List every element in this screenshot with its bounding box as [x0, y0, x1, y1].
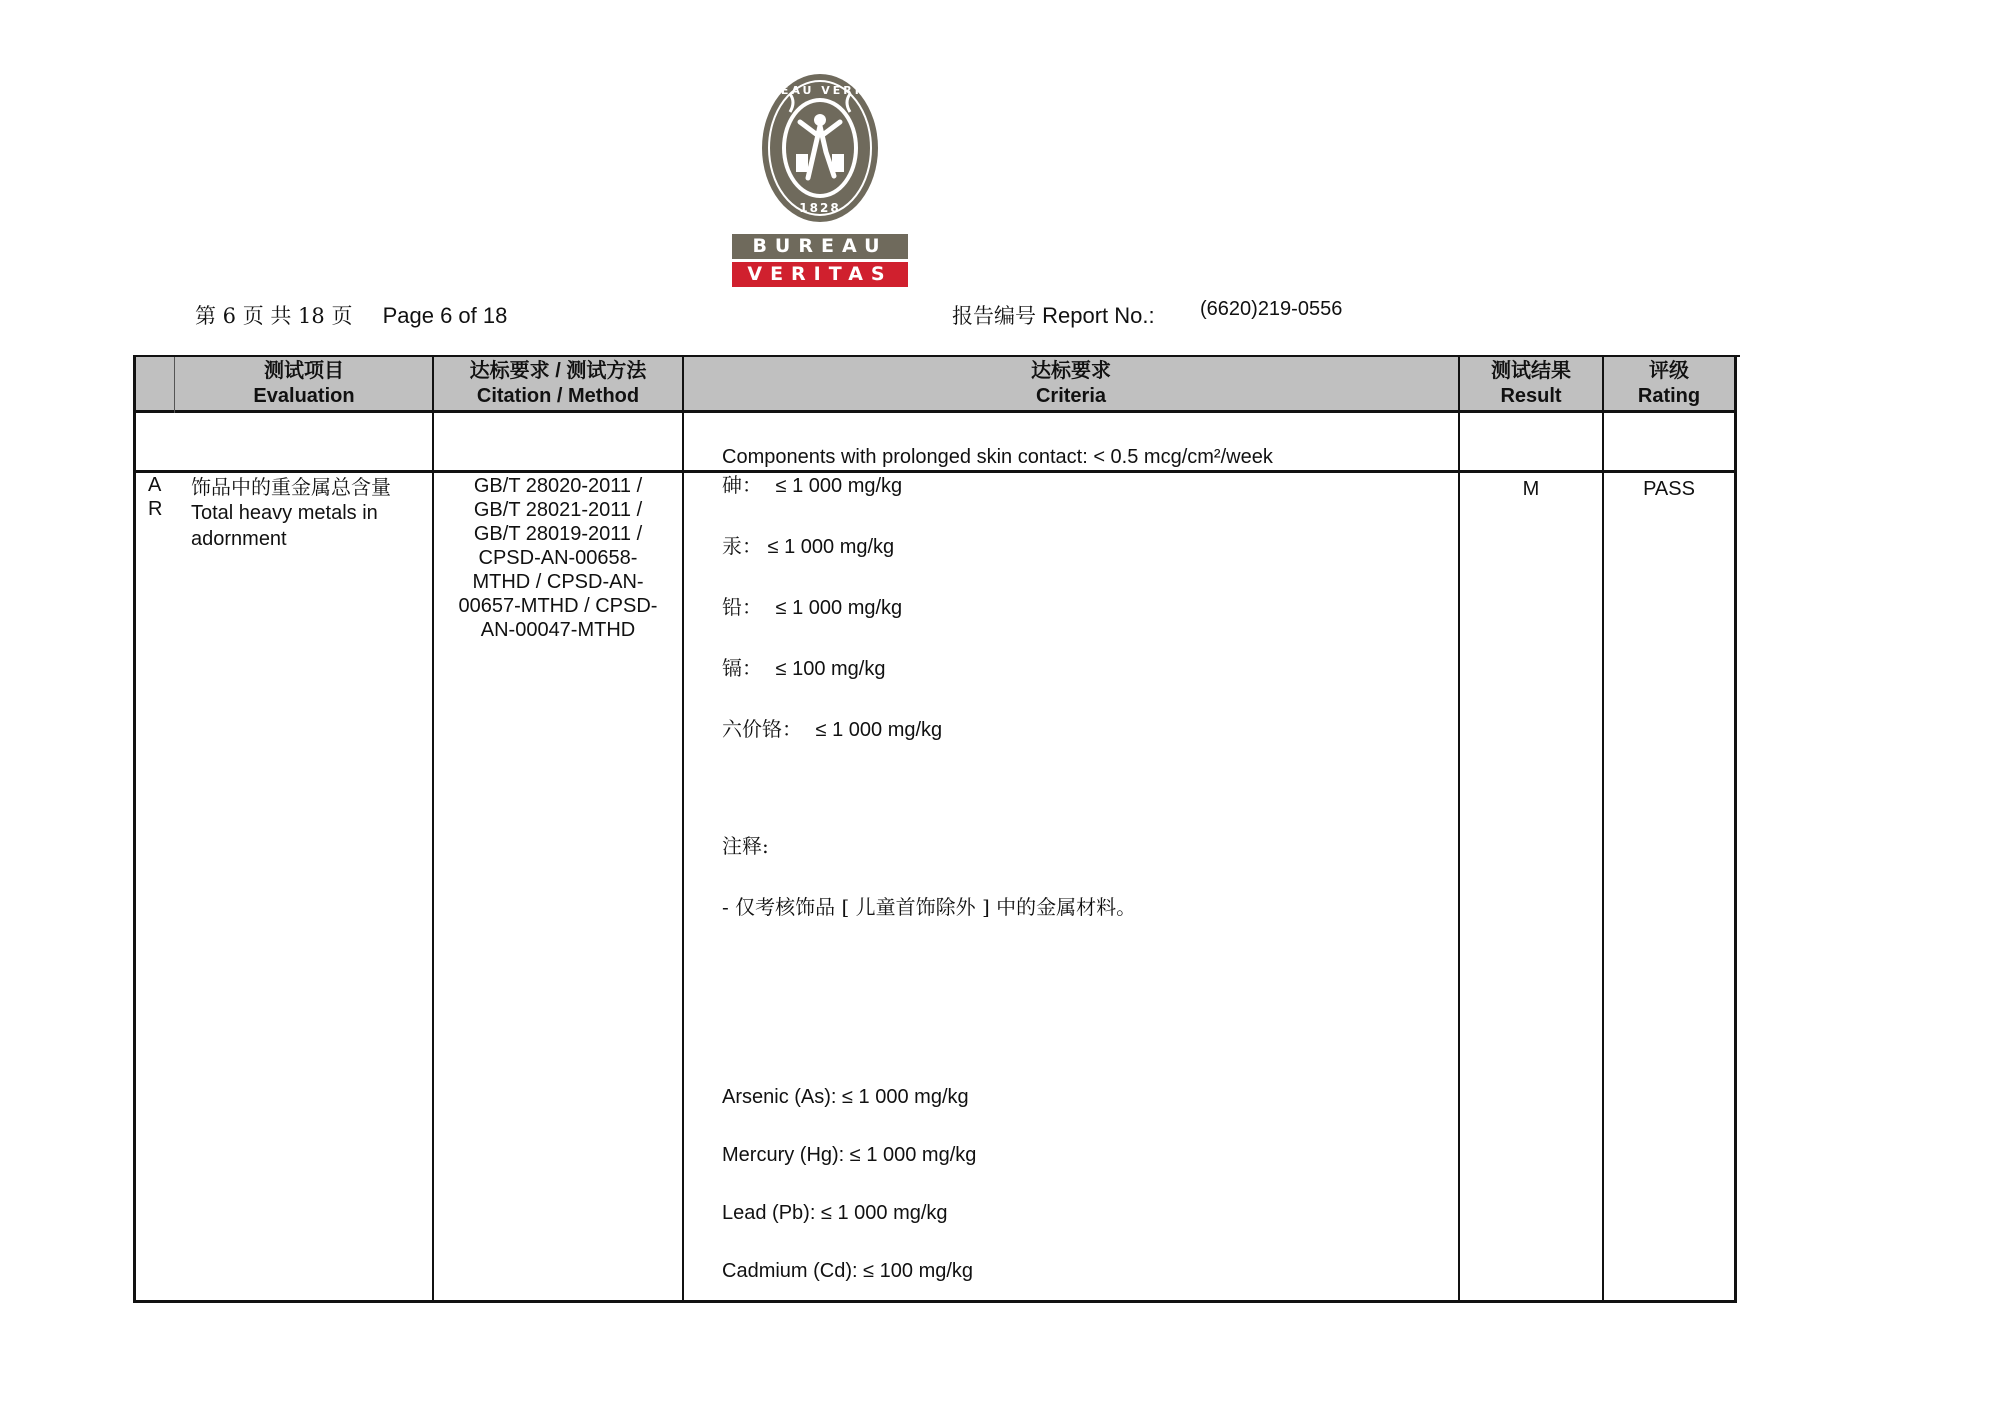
report-label-cn: 报告编号 — [952, 304, 1036, 328]
criteria-en-cadmium: Cadmium (Cd): ≤ 100 mg/kg — [722, 1260, 974, 1282]
criteria-note-text: - 仅考核饰品 [ 儿童首饰除外 ] 中的金属材料。 — [722, 895, 1137, 919]
bureau-veritas-seal — [746, 72, 894, 224]
results-table — [133, 357, 1737, 1303]
criteria-cn-chromium-vi: 六价铬： ≤ 1 000 mg/kg — [722, 717, 943, 741]
criteria-cn-lead: 铅： ≤ 1 000 mg/kg — [722, 595, 903, 619]
seal-year: 1828 — [799, 201, 841, 215]
col-header-citation: 达标要求 / 测试方法 Citation / Method — [469, 360, 647, 407]
report-number-value: (6620)219-0556 — [1200, 298, 1343, 320]
evaluation-en-line-1: Total heavy metals in — [191, 502, 378, 524]
col-header-result: 测试结果 Result — [1491, 360, 1571, 407]
row-separator — [136, 470, 1734, 473]
row-rating: PASS — [1643, 478, 1695, 500]
report-number-label — [952, 300, 1155, 330]
grid-vline — [174, 357, 175, 413]
table-header — [136, 357, 1734, 413]
bureau-veritas-logo — [732, 72, 908, 287]
page-counter-cn: 第 6 页 共 18 页 — [195, 304, 353, 328]
criteria-en-lead: Lead (Pb): ≤ 1 000 mg/kg — [722, 1202, 948, 1224]
page-counter — [195, 300, 507, 330]
criteria-note-title: 注释: — [722, 834, 769, 858]
row-code: A R — [148, 474, 163, 520]
row-evaluation — [191, 474, 427, 552]
col-header-evaluation: 测试项目 Evaluation — [253, 360, 355, 407]
criteria-cn-mercury: 汞： ≤ 1 000 mg/kg — [722, 534, 895, 558]
criteria-en-arsenic: Arsenic (As): ≤ 1 000 mg/kg — [722, 1086, 969, 1108]
criteria-cn-cadmium: 镉： ≤ 100 mg/kg — [722, 656, 886, 680]
logo-band-veritas: VERITAS — [732, 262, 908, 287]
row-citation: GB/T 28020-2011 / GB/T 28021-2011 / GB/T 28019-2011 / CPSD-AN-00658- MTHD / CPSD-AN- 00657-MTHD / CPSD- AN-00047-MTHD — [458, 475, 658, 641]
report-label-en: Report No.: — [1042, 303, 1155, 328]
seal-text: BUREAU VERITAS — [746, 84, 894, 97]
row-result: M — [1522, 478, 1540, 500]
grid-vline — [682, 357, 684, 1300]
logo-band-bureau: BUREAU — [732, 234, 908, 259]
evaluation-en-line-2: adornment — [191, 528, 287, 550]
col-header-rating: 评级 Rating — [1637, 360, 1701, 407]
evaluation-cn: 饰品中的重金属总含量 — [191, 475, 391, 499]
page-counter-en: Page 6 of 18 — [382, 303, 508, 328]
col-header-criteria: 达标要求 Criteria — [1031, 360, 1111, 407]
criteria-en-mercury: Mercury (Hg): ≤ 1 000 mg/kg — [722, 1144, 977, 1166]
criteria-cn-arsenic: 砷： ≤ 1 000 mg/kg — [722, 473, 903, 497]
carry-over-criteria: Components with prolonged skin contact: < 0.5 mcg/cm²/week — [722, 446, 1273, 468]
